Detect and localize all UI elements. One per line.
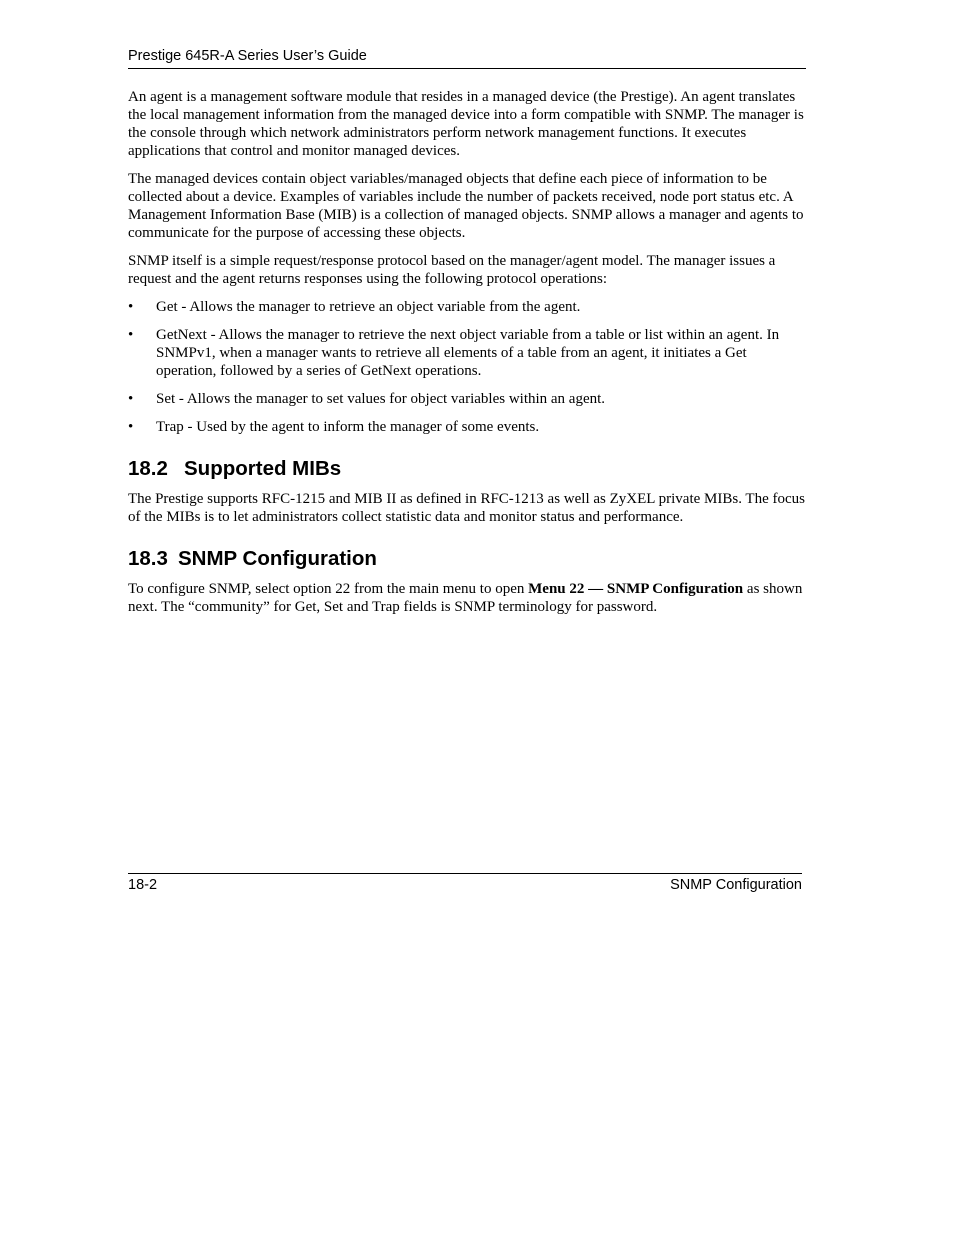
chapter-name: SNMP Configuration (670, 877, 802, 893)
bullet-icon: • (128, 419, 134, 435)
intro-paragraph-3: SNMP itself is a simple request/response protocol based on the manager/agent model. The manager issues a request and the agent returns responses using the following protocol operations: (128, 253, 776, 287)
list-item (128, 326, 806, 380)
supported-mibs-paragraph: The Prestige supports RFC-1215 and MIB II as defined in RFC-1213 as well as ZyXEL private MIBs. The focus of the MIBs is to let administrators collect statistic data and monitor status and performance. (128, 491, 805, 525)
intro-paragraph-2: The managed devices contain object variables/managed objects that define each piece of information to be collected about a device. Examples of variables include the number of packets received, node port status etc. A Management Information Base (MIB) is a collection of managed objects. SNMP allows a manager and agents to communicate for the purpose of accessing these objects. (128, 171, 804, 241)
snmp-configuration-paragraph (128, 580, 806, 616)
section-number: 18.3 (128, 547, 168, 570)
list-item (128, 418, 806, 436)
list-item-text: Trap - Used by the agent to inform the manager of some events. (156, 419, 540, 435)
bullet-icon: • (128, 391, 134, 407)
page-number: 18-2 (128, 877, 158, 893)
list-item-text: GetNext - Allows the manager to retrieve the next object variable from a table or list within an agent. In SNMPv1, when a manager wants to retrieve all elements of a table from an agent, it initiates a Get operation, followed by a series of GetNext operations. (156, 327, 780, 379)
config-text-end: as shown next. The “community” for Get, Set and Trap fields is SNMP terminology for password. (128, 581, 803, 615)
section-number: 18.2 (128, 457, 168, 480)
section-heading-snmp-configuration (128, 546, 806, 572)
section-title: SNMP Configuration (178, 547, 377, 570)
section-heading-supported-mibs (128, 456, 806, 482)
protocol-operations-list (128, 298, 806, 436)
list-item-text: Set - Allows the manager to set values for object variables within an agent. (156, 391, 606, 407)
list-item (128, 390, 806, 408)
intro-paragraph-1: An agent is a management software module that resides in a managed device (the Prestige). An agent translates the local management information from the managed device into a form compatible with SNMP. The manager is the console through which network administrators perform network management functions. It executes applications that control and monitor managed devices. (128, 89, 804, 159)
menu-reference: Menu 22 — SNMP Configuration (528, 581, 744, 597)
header-title: Prestige 645R-A Series User’s Guide (128, 48, 367, 64)
list-item-text: Get - Allows the manager to retrieve an object variable from the agent. (156, 299, 581, 315)
bullet-icon: • (128, 327, 134, 343)
page-footer (128, 873, 802, 894)
section-title: Supported MIBs (184, 457, 342, 480)
page-content (128, 88, 806, 626)
page-header (128, 47, 806, 69)
config-text-start: To configure SNMP, select option 22 from the main menu to open (128, 581, 529, 597)
bullet-icon: • (128, 299, 134, 315)
list-item (128, 298, 806, 316)
